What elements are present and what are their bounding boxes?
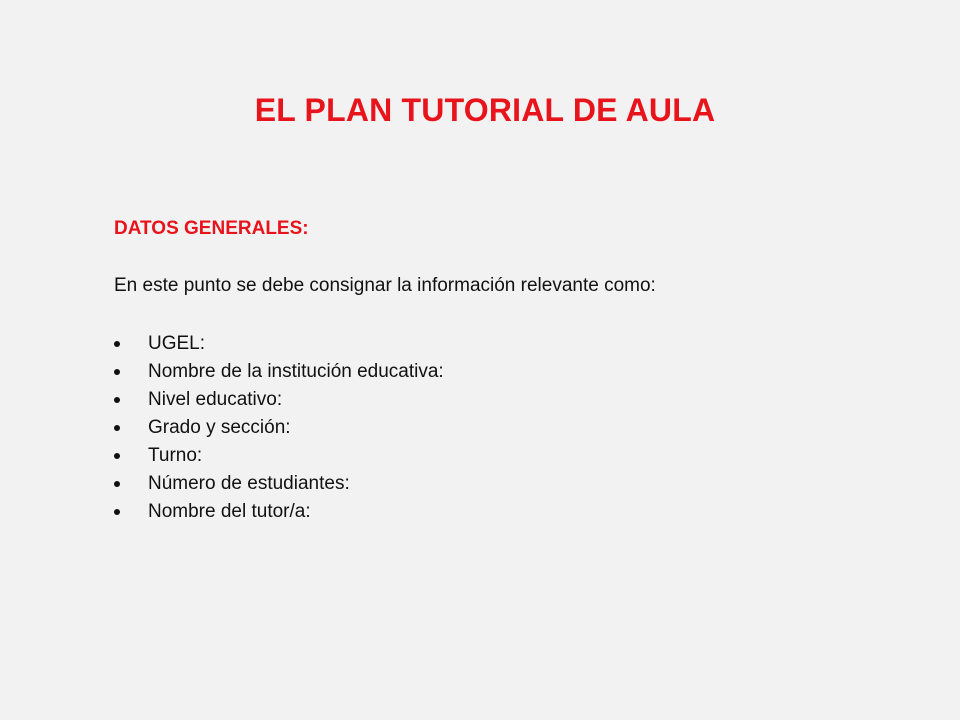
slide-title: EL PLAN TUTORIAL DE AULA: [254, 92, 716, 128]
bullet-icon: [114, 341, 120, 347]
list-item-label: Nombre de la institución educativa:: [148, 361, 444, 382]
list-item: [108, 330, 444, 358]
list-item-label: Nivel educativo:: [148, 389, 283, 410]
list-item-label: Grado y sección:: [148, 417, 291, 438]
list-item: [108, 414, 444, 442]
intro-text: En este punto se debe consignar la información relevante como:: [114, 275, 656, 296]
list-item: [108, 470, 444, 498]
bullet-icon: [114, 453, 120, 459]
list-item-label: Turno:: [148, 445, 203, 466]
list-item: [108, 498, 444, 526]
bullet-icon: [114, 509, 120, 515]
list-item-label: UGEL:: [148, 333, 206, 354]
list-item-label: Nombre del tutor/a:: [148, 501, 311, 522]
list-item: [108, 386, 444, 414]
list-item: [108, 442, 444, 470]
bullet-icon: [114, 397, 120, 403]
list-item-label: Número de estudiantes:: [148, 473, 350, 494]
field-list: [108, 330, 444, 526]
list-item: [108, 358, 444, 386]
bullet-icon: [114, 481, 120, 487]
bullet-icon: [114, 425, 120, 431]
bullet-icon: [114, 369, 120, 375]
section-heading: DATOS GENERALES:: [114, 218, 309, 239]
